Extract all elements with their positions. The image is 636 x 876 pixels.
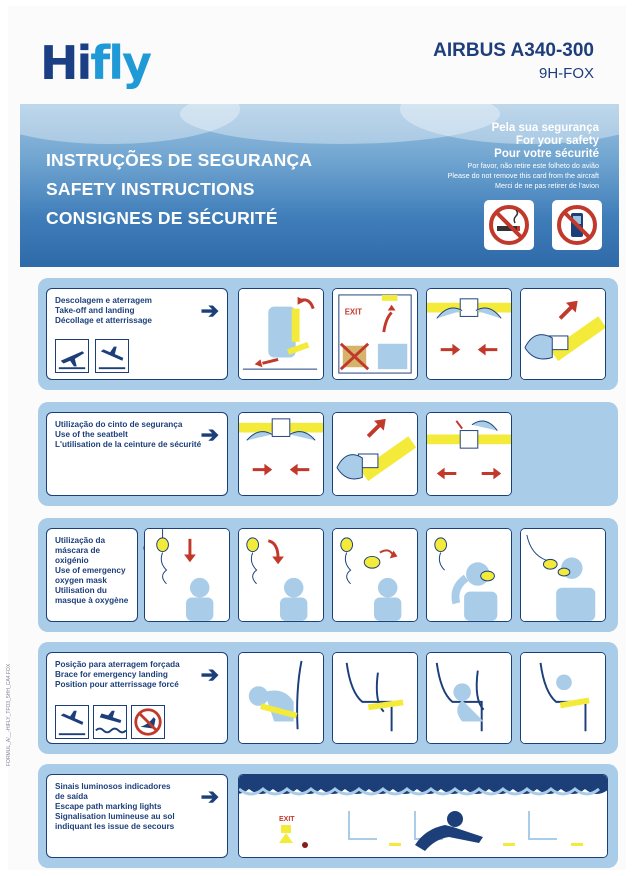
label-escape-lights (46, 774, 228, 858)
escape-en: Escape path marking lights (55, 802, 162, 811)
oxygen-pt2: máscara de (55, 546, 101, 555)
row-brace-position (38, 642, 618, 754)
escape-fr1: Signalisation lumineuse au sol (55, 812, 175, 821)
safety-fr: Pour votre sécurité (494, 148, 599, 160)
safety-pt: Pela sua segurança (491, 122, 599, 134)
label-seatbelt (46, 412, 228, 496)
title-banner (20, 104, 619, 267)
row-takeoff-landing (38, 278, 618, 390)
tighten-belt-panel (520, 288, 606, 380)
safety-card (8, 6, 626, 870)
water-landing-icon (93, 705, 127, 739)
brace-lean-panel (426, 652, 512, 744)
oxygen-pt3: oxigénio (55, 556, 89, 565)
fasten-belt-panel (426, 288, 512, 380)
brace-fr: Position pour atterrissage forcé (55, 680, 179, 689)
aircraft-info (433, 40, 594, 82)
label-brace-position (46, 652, 228, 744)
brace-seat-panel (332, 652, 418, 744)
safety-notice (448, 122, 599, 191)
no-high-heels-icon (131, 705, 165, 739)
right-arrow-icon: ➔ (200, 298, 219, 323)
row-seatbelt (38, 402, 618, 506)
takeoff-pt: Descolagem e aterragem (55, 296, 152, 305)
oxygen-fr2: masque à oxygène (55, 596, 129, 605)
title-en: SAFETY INSTRUCTIONS (46, 179, 255, 199)
oxygen-fr1: Utilisation du (55, 586, 107, 595)
escape-pt2: de saída (55, 792, 88, 801)
right-arrow-icon: ➔ (200, 784, 219, 809)
logo-hi: Hi (40, 36, 91, 90)
brace-child-panel (520, 652, 606, 744)
descending-plane-icon (55, 705, 89, 739)
note-fr: Merci de ne pas retirer de l'avion (494, 181, 599, 190)
brace-forward-panel (238, 652, 324, 744)
row-oxygen-mask (38, 518, 618, 632)
label-takeoff-landing (46, 288, 228, 380)
brace-pt: Posição para aterragem forçada (55, 660, 180, 669)
oxygen-en1: Use of emergency (55, 566, 126, 575)
exit-sign-text: EXIT (344, 307, 363, 317)
print-code: FORMUL_A/__-HIFLY_TFO3_5HH_CA4 FOX (6, 663, 12, 766)
landing-plane-icon (95, 339, 129, 373)
wear-mask-panel (426, 528, 512, 622)
aircraft-model: AIRBUS A340-300 (433, 40, 594, 61)
note-pt: Por favor, não retire este folheto do avião (467, 161, 599, 170)
escape-exit-text: EXIT (279, 816, 295, 823)
no-smoking-icon (484, 200, 534, 250)
seatbelt-fr: L'utilisation de la ceinture de sécurité (55, 440, 202, 449)
pull-belt-panel (332, 412, 418, 496)
seatbelt-pt: Utilização do cinto de segurança (55, 420, 183, 429)
place-mask-panel (332, 528, 418, 622)
note-en: Please do not remove this card from the aircraft (447, 171, 599, 180)
release-belt-panel (426, 412, 512, 496)
takeoff-en: Take-off and landing (55, 306, 135, 315)
banner-titles (46, 146, 312, 233)
right-arrow-icon: ➔ (200, 422, 219, 447)
escape-fr2: indiquant les issue de secours (55, 822, 175, 831)
safety-en: For your safety (515, 135, 599, 147)
logo-fly: fly (90, 36, 151, 90)
title-pt: INSTRUÇÕES DE SEGURANÇA (46, 150, 313, 170)
buckle-panel (238, 412, 324, 496)
pull-mask-panel (238, 528, 324, 622)
no-mobile-phone-icon (552, 200, 602, 250)
mask-drops-panel (144, 528, 230, 622)
seatbelt-en: Use of the seatbelt (55, 430, 128, 439)
label-oxygen-mask (46, 528, 138, 622)
brace-en: Brace for emergency landing (55, 670, 168, 679)
seat-upright-panel (238, 288, 324, 380)
row-escape-lights (38, 764, 618, 868)
oxygen-en2: oxygen mask (55, 576, 107, 585)
escape-pt1: Sinais luminosos indicadores (55, 782, 171, 791)
hifly-logo (40, 36, 151, 90)
takeoff-fr: Décollage et atterrissage (55, 316, 152, 325)
escape-path-panel (238, 774, 608, 858)
right-arrow-icon: ➔ (200, 662, 219, 687)
aircraft-registration: 9H-FOX (538, 65, 594, 82)
title-fr: CONSIGNES DE SÉCURITÉ (46, 208, 278, 228)
takeoff-plane-icon (55, 339, 89, 373)
clear-exit-panel (332, 288, 418, 380)
assist-child-panel (520, 528, 606, 622)
oxygen-pt1: Utilização da (55, 536, 106, 545)
